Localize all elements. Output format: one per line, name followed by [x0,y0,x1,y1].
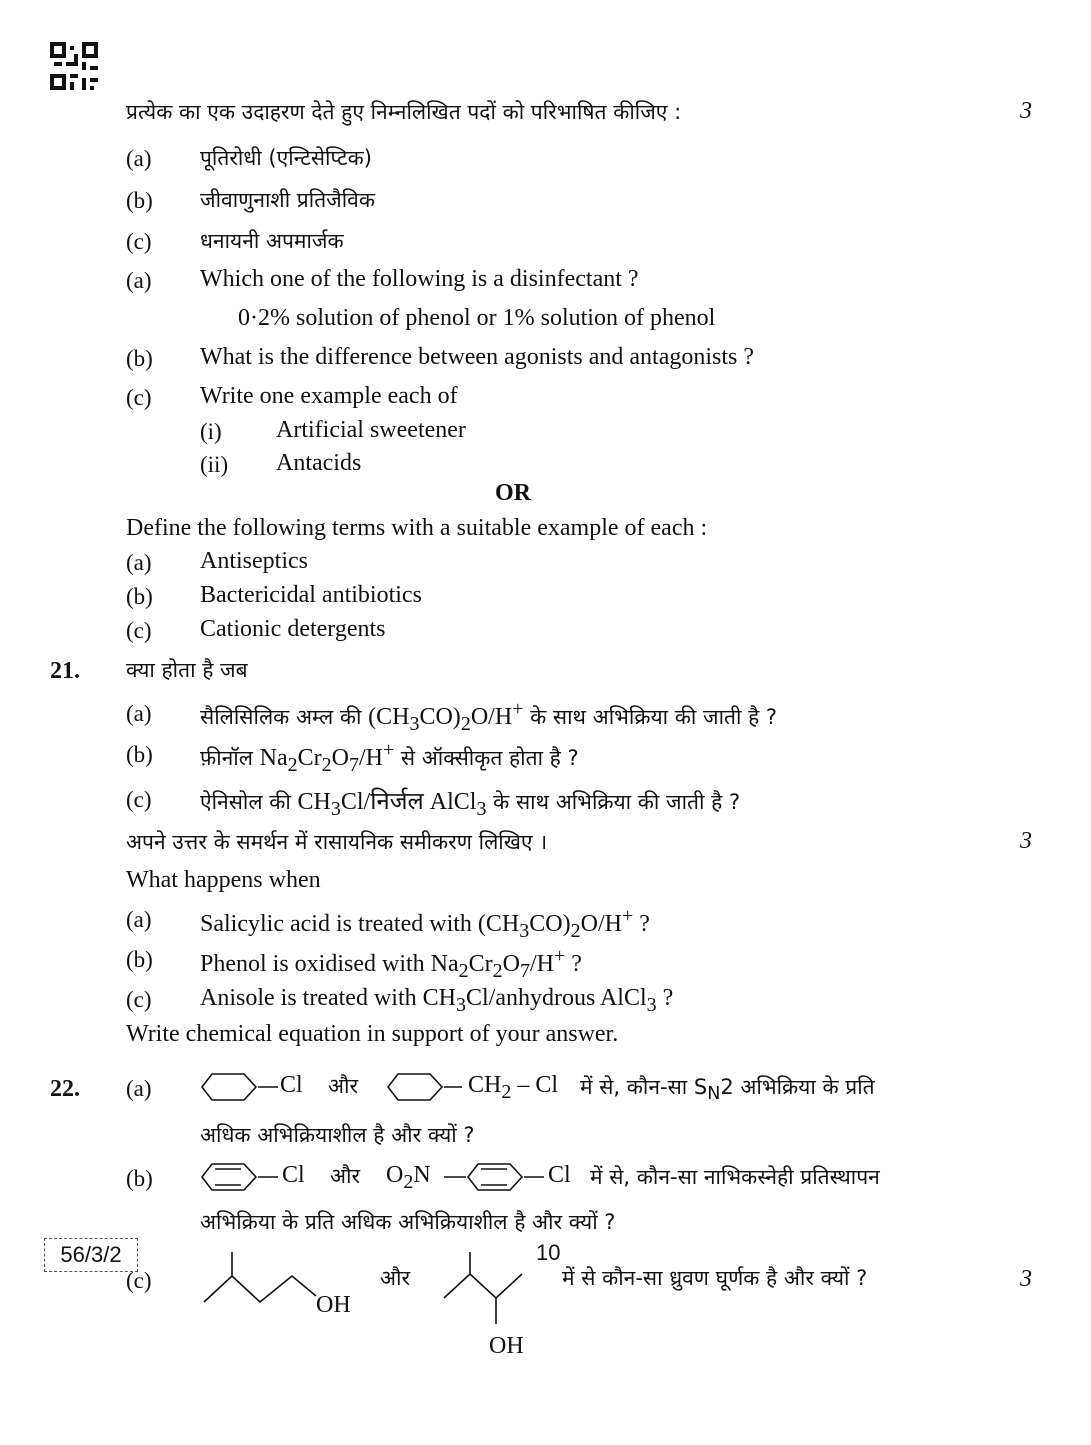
q21-en-a-label: (a) [126,907,152,932]
q21-en-b-pre: Phenol is oxidised with [200,951,431,977]
q20-hindi-prompt: प्रत्येक का एक उदाहरण देते हुए निम्नलिखित पदों को परिभाषित कीजिए : [126,100,682,124]
q22-b-line2: अभिक्रिया के प्रति अधिक अभिक्रियाशील है और क्यों ? [200,1210,616,1234]
q21-hindi-a-label: (a) [126,701,152,726]
q21-hindi-c-formula: $CH_3Cl/निर्जल$ AlCl$_3$ [297,789,487,820]
q22-b-o2n: $O_2N$ [386,1162,431,1193]
q21-en-a-text [200,905,650,943]
bond-line-a1 [258,1072,282,1102]
q22-a-ch2cl: $CH_2$ – Cl [468,1072,559,1103]
or-c-label: (c) [126,618,152,643]
q22-c-aur: और [380,1266,411,1290]
bond-line-b3 [524,1162,548,1192]
q20-en-a-options: 0·2% solution of phenol or 1% solution of phenol [238,305,716,331]
or-separator: OR [495,480,531,506]
q20-en-c-ii-text: Antacids [276,450,362,476]
q21-en-c-label: (c) [126,987,152,1012]
q21-hindi-a-formula: $(CH_3CO)_2O/H^+$ [368,698,524,735]
q20-hindi-a-text: पूतिरोधी (एन्टिसेप्टिक) [200,146,372,170]
or-prompt: Define the following terms with a suitable example of each : [126,515,708,541]
q20-en-a-label: (a) [126,268,152,293]
q21-hindi-c-post: के साथ अभिक्रिया की जाती है ? [486,790,741,814]
q20-hindi-b-text: जीवाणुनाशी प्रतिजैविक [200,188,375,212]
paper-code: 56/3/2 [44,1238,138,1272]
q20-marks: 3 [1020,98,1032,124]
q21-en-c-post: ? [656,985,674,1011]
q21-en-a-post: ? [633,911,650,937]
q21-en-c-pre: Anisole is treated with [200,985,423,1011]
q20-en-a-text: Which one of the following is a disinfectant ? [200,266,639,292]
or-b-text: Bactericidal antibiotics [200,582,422,608]
or-b-label: (b) [126,584,153,609]
q21-hindi-c-pre: ऐनिसोल की [200,790,298,814]
q21-hindi-prompt: क्या होता है जब [126,658,248,682]
q22-c-oh2: OH [489,1333,524,1359]
bond-line-b2 [444,1162,468,1192]
q20-hindi-c-text: धनायनी अपमार्जक [200,229,344,253]
or-a-label: (a) [126,550,152,575]
q22-a-aur: और [328,1074,359,1098]
q22-a-line1: में से, कौन-सा $S_N2$ अभिक्रिया के प्रति [580,1075,875,1105]
q21-en-b-post: ? [565,951,582,977]
methylbutanol-structure [440,1250,540,1330]
q22-c-label: (c) [126,1268,152,1293]
q22-number: 22. [50,1076,80,1102]
q21-number: 21. [50,658,80,684]
q21-en-instruction: Write chemical equation in support of your answer. [126,1021,619,1047]
q22-b-cl2: Cl [548,1162,571,1188]
q22-c-oh1: OH [316,1292,351,1318]
cyclohexane-icon [200,1072,260,1102]
q22-b-line1: में से, कौन-सा नाभिकस्नेही प्रतिस्थापन [590,1165,880,1189]
q22-b-aur: और [330,1164,361,1188]
q21-en-b-text [200,945,582,983]
q22-b-cl1: Cl [282,1162,305,1188]
q21-en-a-pre: Salicylic acid is treated with [200,911,478,937]
q21-en-a-formula: $(CH_3CO)_2O/H^+$ [477,905,634,942]
benzene-icon-2 [466,1162,526,1192]
q21-hindi-b-formula: $Na_2Cr_2O_7/H^+$ [259,739,395,776]
benzene-icon [200,1162,260,1192]
q22-c-text: में से कौन-सा ध्रुवण घूर्णक है और क्यों ? [562,1266,868,1290]
q21-hindi-c-text [200,784,740,821]
q21-hindi-a-post: के साथ अभिक्रिया की जाती है ? [523,705,778,729]
q21-en-b-label: (b) [126,947,153,972]
q22-b-label: (b) [126,1166,153,1191]
or-a-text: Antiseptics [200,548,308,574]
q21-en-b-formula: $Na_2Cr_2O_7/H^+$ [430,945,566,982]
q20-en-c-text: Write one example each of [200,383,458,409]
q20-en-c-i-text: Artificial sweetener [276,417,466,443]
cyclohexane-icon-2 [386,1072,446,1102]
q22-marks: 3 [1020,1266,1032,1292]
q21-hindi-a-pre: सैलिसिलिक अम्ल की [200,705,369,729]
q21-hindi-b-post: से ऑक्सीकृत होता है ? [394,746,579,770]
q22-a-label: (a) [126,1076,152,1101]
bond-line-a2 [444,1072,468,1102]
q20-hindi-b-label: (b) [126,188,153,213]
q20-en-c-ii-label: (ii) [200,452,229,477]
q21-en-c-text [200,985,673,1017]
q21-hindi-instruction: अपने उत्तर के समर्थन में रासायनिक समीकरण लिखिए । [126,830,548,854]
q20-hindi-c-label: (c) [126,229,152,254]
isopentyl-alcohol-structure [200,1250,330,1310]
q21-hindi-b-label: (b) [126,742,153,767]
q20-en-c-i-label: (i) [200,419,222,444]
q21-en-prompt: What happens when [126,867,321,893]
or-c-text: Cationic detergents [200,616,386,642]
page-number: 10 [536,1240,561,1265]
q21-hindi-b-text [200,739,579,777]
q21-en-c-formula: $CH_3Cl$/anhydrous AlCl$_3$ [422,985,657,1016]
q21-hindi-b-pre: फ़ीनॉल [200,746,260,770]
q20-en-c-label: (c) [126,385,152,410]
q20-en-b-text: What is the difference between agonists and antagonists ? [200,344,755,370]
q20-en-b-label: (b) [126,346,153,371]
q21-marks: 3 [1020,828,1032,854]
qr-code-icon [50,42,98,90]
q22-a-cl: Cl [280,1072,303,1098]
q21-hindi-a-text [200,698,777,736]
q22-a-line2: अधिक अभिक्रियाशील है और क्यों ? [200,1123,475,1147]
q21-hindi-c-label: (c) [126,787,152,812]
q20-hindi-a-label: (a) [126,146,152,171]
bond-line-b1 [258,1162,282,1192]
